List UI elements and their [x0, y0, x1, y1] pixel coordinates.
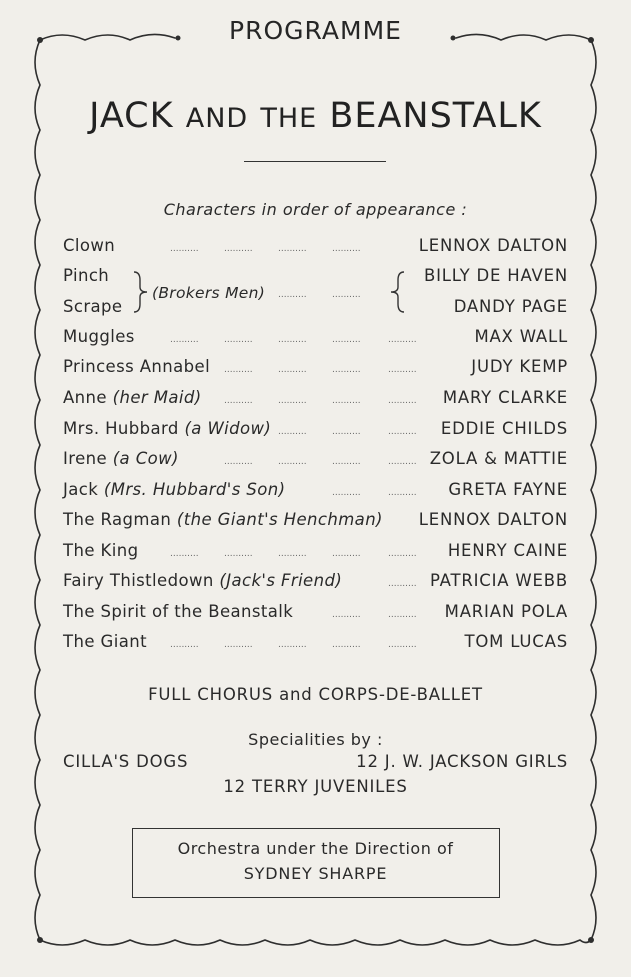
- dot-leader: ..........: [224, 640, 253, 650]
- dot-leader: ..........: [332, 365, 361, 375]
- programme-heading: PROGRAMME: [229, 16, 402, 45]
- cast-actor: JUDY KEMP: [471, 357, 568, 376]
- cast-row: [63, 541, 568, 565]
- cast-role-note: (Jack's Friend): [219, 571, 343, 590]
- cast-actor: LENNOX DALTON: [418, 236, 568, 255]
- speciality-jackson-girls: 12 J. W. JACKSON GIRLS: [356, 752, 568, 771]
- cast-role-pinch: Pinch: [63, 266, 110, 285]
- cast-role-name: Muggles: [63, 327, 135, 346]
- cast-role-note: (her Maid): [112, 388, 202, 407]
- show-title: [0, 96, 631, 136]
- cast-role-name: The Giant: [63, 632, 147, 651]
- cast-role: [63, 480, 285, 499]
- dot-leader: ..........: [332, 610, 361, 620]
- cast-actor: HENRY CAINE: [447, 541, 568, 560]
- dot-leader: ..........: [170, 335, 199, 345]
- title-word-the: THE: [260, 103, 318, 134]
- cast-row: [63, 602, 568, 626]
- cast-row: [63, 632, 568, 656]
- dot-leader: ..........: [278, 396, 307, 406]
- cast-role: [63, 236, 115, 255]
- cast-role-name: Mrs. Hubbard: [63, 419, 179, 438]
- cast-actor-billy-de-haven: BILLY DE HAVEN: [424, 266, 568, 285]
- dot-leader: ..........: [332, 335, 361, 345]
- dot-leader: ..........: [332, 549, 361, 559]
- cast-actor: ZOLA & MATTIE: [429, 449, 568, 468]
- cast-role-note: (the Giant's Henchman): [176, 510, 383, 529]
- dot-leader: ..........: [278, 244, 307, 254]
- cast-row: [63, 357, 568, 381]
- dot-leader: ..........: [388, 427, 417, 437]
- cast-role: [63, 388, 202, 407]
- bottom-border-scallops: [40, 940, 591, 945]
- cast-intro: Characters in order of appearance :: [163, 200, 468, 219]
- cast-actor: MAX WALL: [474, 327, 568, 346]
- cast-role: [63, 571, 342, 590]
- cast-row: [63, 327, 568, 351]
- cast-actor: LENNOX DALTON: [418, 510, 568, 529]
- dot-leader: ..........: [332, 396, 361, 406]
- cast-row: [63, 480, 568, 504]
- cast-role-scrape: Scrape: [63, 297, 123, 316]
- cast-actor: MARIAN POLA: [444, 602, 568, 621]
- cast-row: [63, 236, 568, 260]
- speciality-cillas-dogs: CILLA'S DOGS: [63, 752, 189, 771]
- dot-leader: ..........: [170, 244, 199, 254]
- title-word-jack: JACK: [89, 96, 174, 136]
- dot-leader: ..........: [224, 457, 253, 467]
- cast-role: [63, 632, 147, 651]
- cast-role-note: (Mrs. Hubbard's Son): [103, 480, 286, 499]
- cast-row: [63, 571, 568, 595]
- conductor-name: SYDNEY SHARPE: [243, 864, 388, 883]
- dot-leader: ..........: [224, 365, 253, 375]
- dot-leader: ..........: [224, 244, 253, 254]
- cast-role-name: The Ragman: [63, 510, 172, 529]
- dot-leader: ..........: [332, 290, 361, 300]
- cast-row: [63, 419, 568, 443]
- dot-leader: ..........: [278, 457, 307, 467]
- left-border-scallops: [35, 40, 40, 940]
- dot-leader: ..........: [224, 335, 253, 345]
- cast-role: [63, 541, 138, 560]
- dot-leader: ..........: [388, 579, 417, 589]
- cast-actor: TOM LUCAS: [464, 632, 568, 651]
- cast-role: [63, 449, 179, 468]
- title-underline: [244, 161, 386, 162]
- cast-actor: PATRICIA WEBB: [429, 571, 568, 590]
- dot-leader: ..........: [278, 427, 307, 437]
- dot-leader: ..........: [332, 488, 361, 498]
- specialities-label: Specialities by :: [248, 730, 383, 749]
- dot-leader: ..........: [388, 396, 417, 406]
- cast-role-name: Jack: [63, 480, 99, 499]
- orchestra-line: Orchestra under the Direction of: [177, 839, 454, 858]
- right-border-scallops: [591, 40, 596, 940]
- cast-role: [63, 419, 271, 438]
- cast-role-name: The King: [63, 541, 139, 560]
- dot-leader: ..........: [278, 335, 307, 345]
- title-word-and: AND: [185, 103, 249, 134]
- dot-leader: ..........: [332, 244, 361, 254]
- chorus-line: FULL CHORUS and CORPS-DE-BALLET: [148, 685, 483, 704]
- dot-leader: ..........: [388, 365, 417, 375]
- cast-row: [63, 449, 568, 473]
- dot-leader: ..........: [332, 457, 361, 467]
- speciality-terry-juveniles: 12 TERRY JUVENILES: [223, 777, 408, 796]
- cast-role-name: Irene: [63, 449, 108, 468]
- cast-role: [63, 327, 135, 346]
- dot-leader: ..........: [332, 640, 361, 650]
- cast-role-name: Anne: [63, 388, 107, 407]
- cast-role-name: Princess Annabel: [63, 357, 211, 376]
- dot-leader: ..........: [224, 396, 253, 406]
- dot-leader: ..........: [278, 290, 307, 300]
- dot-leader: ..........: [388, 610, 417, 620]
- cast-role: [63, 357, 210, 376]
- dot-leader: ..........: [170, 640, 199, 650]
- cast-actor: GRETA FAYNE: [448, 480, 568, 499]
- cast-role-note: (a Cow): [112, 449, 179, 468]
- cast-role-name: Clown: [63, 236, 116, 255]
- dot-leader: ..........: [388, 335, 417, 345]
- cast-row: [63, 510, 568, 534]
- cast-actor: MARY CLARKE: [442, 388, 568, 407]
- dot-leader: ..........: [388, 488, 417, 498]
- right-brace-icon: [388, 266, 410, 318]
- dot-leader: ..........: [332, 427, 361, 437]
- cast-row: [63, 388, 568, 412]
- left-brace-icon: [120, 266, 152, 318]
- dot-leader: ..........: [170, 549, 199, 559]
- cast-role: [63, 602, 293, 621]
- cast-actor: EDDIE CHILDS: [440, 419, 568, 438]
- dot-leader: ..........: [388, 549, 417, 559]
- title-word-beanstalk: BEANSTALK: [329, 96, 542, 136]
- dot-leader: ..........: [388, 457, 417, 467]
- cast-actor-dandy-page: DANDY PAGE: [453, 297, 568, 316]
- dot-leader: ..........: [224, 549, 253, 559]
- dot-leader: ..........: [278, 549, 307, 559]
- brokers-men-label: (Brokers Men): [152, 284, 266, 302]
- dot-leader: ..........: [388, 640, 417, 650]
- cast-role-note: (a Widow): [184, 419, 272, 438]
- dot-leader: ..........: [278, 640, 307, 650]
- cast-role: [63, 510, 383, 529]
- cast-role-name: The Spirit of the Beanstalk: [63, 602, 294, 621]
- cast-role-name: Fairy Thistledown: [63, 571, 214, 590]
- dot-leader: ..........: [278, 365, 307, 375]
